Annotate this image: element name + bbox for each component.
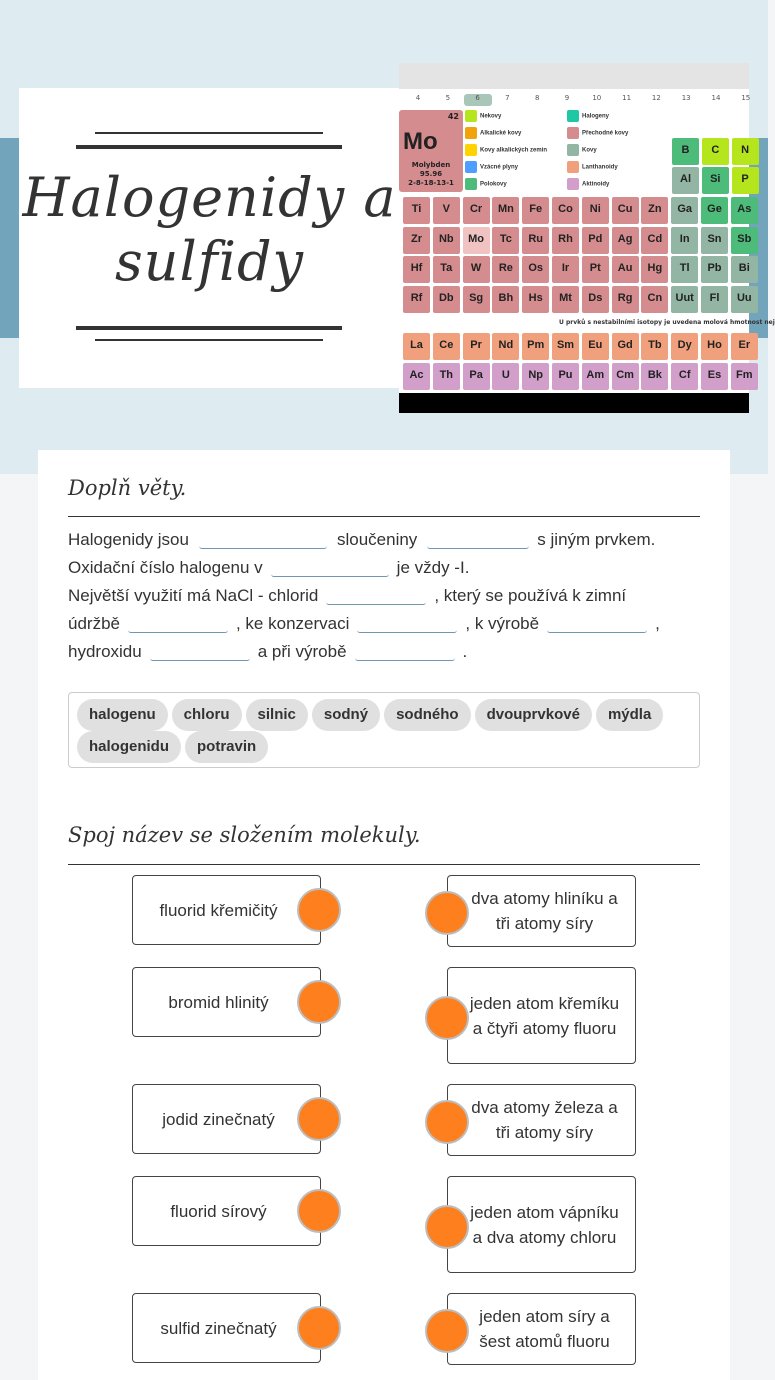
blank-input[interactable] <box>326 585 426 605</box>
element-symbol: Hf <box>410 262 423 274</box>
element-symbol: Co <box>558 203 573 215</box>
element-cell <box>522 333 549 360</box>
legend-item <box>465 127 521 139</box>
group-numbers <box>399 93 749 105</box>
legend-item <box>465 110 501 122</box>
legend-swatch <box>567 161 579 173</box>
element-symbol: Ru <box>528 232 544 245</box>
element-symbol: Th <box>439 369 454 381</box>
legend-swatch <box>465 110 477 122</box>
element-symbol: La <box>410 339 423 351</box>
text-segment: sloučeniny <box>336 530 418 549</box>
match-right-item[interactable] <box>447 967 636 1064</box>
element-cell <box>641 256 668 283</box>
element-mass: 95.96 <box>419 170 443 178</box>
element-cell <box>641 333 668 360</box>
image-top-bar <box>399 63 749 89</box>
element-cell <box>641 286 668 313</box>
element-cell <box>463 286 490 313</box>
group-number: 14 <box>711 94 721 102</box>
image-bottom-bar <box>399 393 749 413</box>
element-symbol: Dy <box>677 339 692 351</box>
element-cell <box>403 256 430 283</box>
element-name: Molybden <box>411 161 451 169</box>
match-right-item[interactable] <box>447 1176 636 1273</box>
element-cell <box>701 333 728 360</box>
match-right-item[interactable] <box>447 1084 636 1156</box>
element-symbol: Np <box>528 369 544 381</box>
element-symbol: Ac <box>409 369 424 381</box>
element-symbol: Er <box>738 339 751 351</box>
element-cell <box>552 256 579 283</box>
match-right-item[interactable] <box>447 875 636 947</box>
element-symbol: Ir <box>561 262 570 274</box>
element-cell <box>463 256 490 283</box>
group-number: 8 <box>534 94 540 102</box>
element-cell <box>671 227 698 254</box>
group-number: 15 <box>741 94 751 102</box>
blank-input[interactable] <box>357 613 457 633</box>
legend-swatch <box>465 127 477 139</box>
element-symbol: Nb <box>438 232 454 245</box>
legend-swatch <box>465 144 477 156</box>
element-symbol: Fl <box>709 291 720 304</box>
element-cell <box>522 286 549 313</box>
legend-label: Přechodné kovy <box>582 130 629 137</box>
blank-input[interactable] <box>271 557 389 577</box>
element-symbol: Cn <box>647 291 663 304</box>
element-symbol: Pt <box>589 262 601 274</box>
group-number: 11 <box>622 94 632 102</box>
element-symbol: Ti <box>411 203 422 215</box>
element-symbol: Cd <box>647 232 663 245</box>
element-cell <box>492 197 519 224</box>
element-symbol: Nd <box>498 339 514 351</box>
section-title-fill: Doplň věty. <box>68 476 187 500</box>
element-cell <box>582 197 609 224</box>
connector-dot[interactable] <box>425 1100 469 1144</box>
legend-label: Lanthanoidy <box>582 164 618 171</box>
element-symbol: Es <box>707 369 722 381</box>
divider <box>95 339 323 341</box>
element-symbol: Mt <box>559 291 572 304</box>
word-chip[interactable]: mýdla <box>596 699 663 731</box>
element-cell <box>403 363 430 390</box>
element-cell <box>522 363 549 390</box>
element-cell <box>433 256 460 283</box>
match-left-item[interactable] <box>132 1293 321 1363</box>
element-cell <box>403 333 430 360</box>
element-symbol: P <box>741 173 749 185</box>
element-cell <box>463 333 490 360</box>
element-symbol: Ta <box>440 262 453 274</box>
group-number: 4 <box>415 94 421 102</box>
legend-swatch <box>567 144 579 156</box>
element-cell <box>731 333 758 360</box>
group-number: 5 <box>445 94 451 102</box>
element-symbol: Tl <box>679 262 690 274</box>
connector-dot[interactable] <box>297 980 341 1024</box>
element-cell <box>582 363 609 390</box>
element-cell <box>492 286 519 313</box>
word-chip[interactable]: silnic <box>246 699 308 731</box>
text-segment: je vždy -I. <box>396 558 470 577</box>
element-symbol: Mn <box>497 203 514 215</box>
element-symbol: Si <box>710 173 721 185</box>
word-chip[interactable]: halogenu <box>77 699 168 731</box>
element-symbol: Rh <box>558 232 573 245</box>
element-symbol: Am <box>586 369 605 381</box>
element-cell <box>582 286 609 313</box>
element-cell <box>641 363 668 390</box>
match-left-label: jodid zinečnatý <box>162 1109 275 1129</box>
match-right-label: dva atomy železa a tři atomy síry <box>471 1098 618 1142</box>
element-cell <box>671 363 698 390</box>
element-symbol: Sb <box>737 232 752 245</box>
text-segment: , který se používá k zimní <box>434 586 627 605</box>
element-symbol: In <box>679 232 690 245</box>
element-symbol: Cr <box>469 203 483 215</box>
legend-label: Kovy alkalických zemin <box>480 147 548 154</box>
section-divider <box>68 516 700 517</box>
element-symbol: Tc <box>499 232 512 245</box>
group-number: 12 <box>651 94 661 102</box>
text-segment: Největší využití má NaCl - chlorid <box>68 586 319 605</box>
element-cell <box>463 227 490 254</box>
element-cell <box>702 167 729 194</box>
element-cell <box>732 167 759 194</box>
text-segment: Oxidační číslo halogenu v <box>68 558 263 577</box>
element-symbol: Pb <box>707 262 722 274</box>
element-symbol: Sn <box>707 232 722 245</box>
element-cell <box>612 256 639 283</box>
match-left-item[interactable] <box>132 967 321 1037</box>
element-cell <box>582 256 609 283</box>
element-cell <box>433 197 460 224</box>
element-symbol: Tb <box>648 339 662 351</box>
element-cell <box>701 256 728 283</box>
legend-item <box>567 161 618 173</box>
element-cell <box>492 333 519 360</box>
legend-label: Aktinoidy <box>582 181 610 188</box>
element-symbol: Re <box>498 262 513 274</box>
element-symbol: Zr <box>411 232 422 245</box>
element-cell <box>582 227 609 254</box>
legend-item <box>567 127 628 139</box>
legend-label: Polokovy <box>480 181 507 188</box>
match-right-label: jeden atom křemíku a čtyři atomy fluoru <box>469 993 620 1038</box>
connector-dot[interactable] <box>297 1097 341 1141</box>
fill-in-text <box>68 526 708 666</box>
element-symbol: Ge <box>707 203 722 215</box>
header-banner <box>0 0 775 474</box>
element-symbol: V <box>442 203 450 215</box>
element-symbol: Bh <box>498 291 514 304</box>
element-cell <box>731 197 758 224</box>
element-cell <box>612 363 639 390</box>
element-symbol: Sm <box>556 339 575 351</box>
element-cell <box>552 333 579 360</box>
element-symbol: Cu <box>617 203 633 215</box>
element-cell <box>433 363 460 390</box>
blank-input[interactable] <box>150 641 250 661</box>
element-cell <box>552 197 579 224</box>
match-left-label: sulfid zinečnatý <box>160 1318 277 1338</box>
element-cell <box>701 197 728 224</box>
element-symbol: Ho <box>707 339 722 351</box>
match-right-item[interactable] <box>447 1293 636 1365</box>
blank-input[interactable] <box>355 641 455 661</box>
legend-label: Alkalické kovy <box>480 130 522 137</box>
element-cell <box>671 256 698 283</box>
element-symbol: B <box>681 144 690 156</box>
element-cell <box>701 286 728 313</box>
element-symbol: Fe <box>529 203 543 215</box>
legend-label: Kovy <box>582 147 597 154</box>
legend-label: Vzácné plyny <box>480 164 519 171</box>
group-number: 7 <box>505 94 510 102</box>
element-cell <box>433 286 460 313</box>
legend-swatch <box>567 110 579 122</box>
match-right-label: jeden atom vápníku a dva atomy chloru <box>470 1202 619 1247</box>
element-cell <box>492 256 519 283</box>
text-segment: Halogenidy jsou <box>68 530 189 549</box>
element-symbol: Hg <box>647 262 663 274</box>
element-cell <box>522 227 549 254</box>
blank-input[interactable] <box>427 529 529 549</box>
legend-item <box>567 178 609 190</box>
blank-input[interactable] <box>199 529 327 549</box>
element-symbol: Hs <box>528 291 543 304</box>
element-symbol: Al <box>680 173 691 185</box>
element-cell <box>433 227 460 254</box>
match-left-item[interactable] <box>132 875 321 945</box>
element-symbol: Gd <box>617 339 633 351</box>
element-symbol: C <box>711 144 720 156</box>
element-symbol: Ni <box>589 203 601 215</box>
element-symbol: Db <box>438 291 454 304</box>
element-cell <box>671 333 698 360</box>
element-symbol: Pd <box>588 232 603 245</box>
element-cell <box>403 227 430 254</box>
title-card <box>19 88 400 388</box>
word-bank <box>68 692 700 768</box>
element-symbol: As <box>737 203 752 215</box>
element-symbol: Pm <box>527 339 545 351</box>
element-cell <box>731 227 758 254</box>
element-symbol: Fm <box>736 369 753 381</box>
element-symbol: Uut <box>675 291 694 304</box>
text-segment: údržbě <box>68 614 120 633</box>
element-cell <box>403 197 430 224</box>
worksheet <box>38 450 730 1380</box>
element-symbol: N <box>741 144 750 156</box>
periodic-table-image <box>399 63 775 413</box>
legend-swatch <box>465 161 477 173</box>
match-left-item[interactable] <box>132 1176 321 1246</box>
text-segment: a při výrobě <box>257 642 347 661</box>
element-cell <box>492 227 519 254</box>
word-chip[interactable]: sodný <box>312 699 380 731</box>
element-symbol: Au <box>617 262 633 274</box>
element-symbol: Os <box>528 262 544 274</box>
group-number: 9 <box>564 94 570 102</box>
text-segment: , ke konzervaci <box>235 614 350 633</box>
connector-dot[interactable] <box>425 1309 469 1353</box>
text-segment: s jiným prvkem. <box>537 530 656 549</box>
group-number: 6 <box>464 94 492 106</box>
element-cell <box>702 138 729 165</box>
element-symbol: Mo <box>403 128 438 155</box>
connector-dot[interactable] <box>425 996 469 1040</box>
text-segment: hydroxidu <box>68 642 142 661</box>
blank-input[interactable] <box>547 613 647 633</box>
element-config: 2-8-18-13-1 <box>408 179 454 187</box>
element-cell <box>433 333 460 360</box>
divider <box>76 145 342 149</box>
divider <box>95 132 323 134</box>
element-number: 42 <box>447 112 459 121</box>
element-cell <box>671 286 698 313</box>
element-cell <box>612 227 639 254</box>
word-chip[interactable]: dvouprvkové <box>475 699 592 731</box>
legend-item <box>567 144 597 156</box>
element-cell <box>522 197 549 224</box>
element-cell <box>731 256 758 283</box>
element-symbol: W <box>470 262 482 274</box>
element-cell <box>641 227 668 254</box>
legend-item <box>465 178 507 190</box>
text-segment: , k výrobě <box>465 614 540 633</box>
element-cell <box>552 363 579 390</box>
legend-label: Nekovy <box>480 113 502 120</box>
element-cell <box>732 138 759 165</box>
blank-input[interactable] <box>128 613 228 633</box>
legend-swatch <box>567 178 579 190</box>
legend-item <box>465 161 518 173</box>
connector-dot[interactable] <box>297 1306 341 1350</box>
element-symbol: Rg <box>617 291 633 304</box>
section-title-match: Spoj název se složením molekuly. <box>68 823 421 847</box>
text-segment: . <box>462 642 468 661</box>
word-chip[interactable]: sodného <box>384 699 471 731</box>
section-divider <box>68 864 700 865</box>
connector-dot[interactable] <box>425 1205 469 1249</box>
legend-swatch <box>465 178 477 190</box>
element-cell <box>463 363 490 390</box>
group-number: 13 <box>681 94 691 102</box>
element-cell <box>552 286 579 313</box>
page-title: Halogenidy a sulfidy <box>22 166 397 293</box>
element-symbol: Bi <box>738 262 750 274</box>
image-note: U prvků s nestabilními isotopy je uvedena molová hmotnost nej <box>559 319 775 326</box>
match-left-item[interactable] <box>132 1084 321 1154</box>
match-left-label: fluorid sírový <box>170 1201 267 1221</box>
element-symbol: Uu <box>736 291 752 304</box>
element-cell <box>641 197 668 224</box>
divider <box>76 326 342 330</box>
group-number: 10 <box>592 94 602 102</box>
element-cell <box>731 286 758 313</box>
word-chip[interactable]: chloru <box>172 699 242 731</box>
element-cell <box>612 197 639 224</box>
element-symbol: Pu <box>558 369 573 381</box>
element-cell <box>731 363 758 390</box>
legend-item <box>465 144 547 156</box>
element-cell <box>463 197 490 224</box>
featured-element <box>399 110 463 192</box>
element-cell <box>522 256 549 283</box>
element-symbol: Cm <box>616 369 634 381</box>
element-cell <box>552 227 579 254</box>
text-segment: , <box>655 614 660 633</box>
element-cell <box>672 167 699 194</box>
connector-dot[interactable] <box>297 1189 341 1233</box>
element-symbol: U <box>501 369 510 381</box>
element-symbol: Ag <box>617 232 633 245</box>
element-symbol: Pr <box>470 339 482 351</box>
element-symbol: Rf <box>410 291 423 304</box>
element-symbol: Mo <box>468 232 485 245</box>
match-left-label: fluorid křemičitý <box>159 900 278 920</box>
match-left-label: bromid hlinitý <box>168 992 269 1012</box>
connector-dot[interactable] <box>297 888 341 932</box>
element-cell <box>701 363 728 390</box>
element-cell <box>582 333 609 360</box>
element-symbol: Eu <box>588 339 603 351</box>
element-symbol: Cf <box>678 369 691 381</box>
legend-swatch <box>567 127 579 139</box>
element-symbol: Bk <box>647 369 662 381</box>
element-symbol: Ga <box>677 203 693 215</box>
match-right-label: dva atomy hliníku a tři atomy síry <box>471 889 618 933</box>
word-chip[interactable]: halogenidu <box>77 731 181 763</box>
element-symbol: Pa <box>469 369 483 381</box>
element-cell <box>672 138 699 165</box>
element-cell <box>492 363 519 390</box>
legend-item <box>567 110 609 122</box>
element-cell <box>403 286 430 313</box>
element-symbol: Sg <box>469 291 484 304</box>
element-cell <box>612 333 639 360</box>
connector-dot[interactable] <box>425 891 469 935</box>
element-symbol: Ce <box>439 339 454 351</box>
element-details <box>399 161 463 188</box>
element-symbol: Zn <box>648 203 662 215</box>
element-cell <box>701 227 728 254</box>
match-right-label: jeden atom síry a šest atomů fluoru <box>479 1307 610 1351</box>
legend-label: Halogeny <box>582 113 610 120</box>
element-cell <box>671 197 698 224</box>
element-cell <box>612 286 639 313</box>
element-symbol: Ds <box>588 291 603 304</box>
word-chip[interactable]: potravin <box>185 731 268 763</box>
